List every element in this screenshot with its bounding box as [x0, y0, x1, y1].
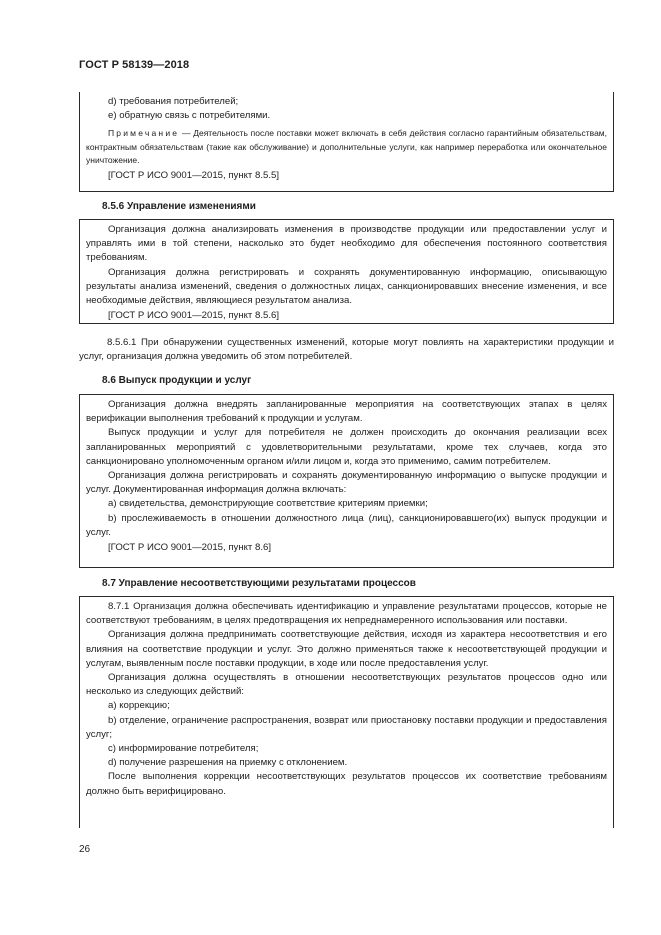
list-item: a) свидетельства, демонстрирующие соответствие критериям приемки;: [108, 498, 428, 510]
list-item: d) требования потребителей;: [108, 96, 239, 107]
paragraph: Организация должна внедрять запланированные мероприятия на соответствующих этапах в целях верификации выполнения требований к продукции и услугам.: [86, 399, 607, 425]
paragraph: 8.7.1 Организация должна обеспечивать идентификацию и управление результатами процессов, которые не соответствуют требованиям, в целях предотвращения их непреднамеренного использования или поставки.: [86, 601, 607, 627]
paragraph: После выполнения коррекции несоответствующих результатов процессов их соответствие требованиям должно быть верифицировано.: [86, 771, 607, 797]
paragraph-8561: 8.5.6.1 При обнаружении существенных изменений, которые могут повлиять на характеристики продукции и услуг, организация должна уведомить об этом потребителей.: [79, 337, 614, 363]
paragraph: Организация должна регистрировать и сохранять документированную информацию, описывающую результаты анализа изменений, сведения о должностных лицах, санкционировавших внесение изменения, и все необходимые действия, являющиеся результатом анализа.: [86, 266, 607, 307]
paragraph: Выпуск продукции и услуг для потребителя не должен происходить до окончания реализации всех запланированных мероприятий с удовлетворительными результатами, кроме тех случаев, когда это санкционировано уполномоченным органом и/или лицом и, когда это применимо, самим потребителем.: [86, 427, 607, 467]
paragraph: Организация должна анализировать изменения в производстве продукции или предоставлении услуг и управлять ими в той степени, насколько это будет необходимо для обеспечения постоянного соответствия требованиям.: [86, 224, 607, 264]
list-item: b) прослеживаемость в отношении должностного лица (лиц), санкционировавшего(их) выпуск продукции и услуг.: [86, 512, 607, 538]
quoted-block-86: [79, 394, 614, 568]
quoted-block-856: [79, 219, 614, 324]
list-item: e) обратную связь с потребителями.: [108, 110, 271, 122]
paragraph: Организация должна осуществлять в отношении несоответствующих результатов процессов одно или несколько из следующих действий:: [86, 672, 607, 698]
section-heading-87: 8.7 Управление несоответствующими результатами процессов: [102, 578, 416, 589]
paragraph: Организация должна предпринимать соответствующие действия, исходя из характера несоответствия и его влияния на соответствие продукции и услуг. Это должно применяться также к несоответствующей продукции и услугам, выявленным после поставки продукции, в ходе или после предоставления услуг.: [86, 629, 607, 669]
list-item: b) отделение, ограничение распространения, возврат или приостановку поставки продукции и предоставления услуг;: [86, 714, 607, 740]
standard-reference: [ГОСТ Р ИСО 9001—2015, пункт 8.5.6]: [108, 310, 279, 322]
page-number: 26: [79, 844, 91, 855]
section-heading-86: 8.6 Выпуск продукции и услуг: [102, 375, 252, 386]
quoted-block-855: [79, 92, 614, 192]
standard-reference: [ГОСТ Р ИСО 9001—2015, пункт 8.5.5]: [108, 169, 279, 181]
quoted-block-87: [79, 596, 614, 828]
list-item: d) получение разрешения на приемку с отклонением.: [108, 757, 348, 769]
paragraph: Организация должна регистрировать и сохранять документированную информацию о выпуске продукции и услуг. Документированная информация должна включать:: [86, 470, 607, 496]
note: [86, 127, 607, 167]
document-header: ГОСТ Р 58139—2018: [79, 59, 190, 71]
list-item: c) информирование потребителя;: [108, 743, 259, 755]
standard-reference: [ГОСТ Р ИСО 9001—2015, пункт 8.6]: [108, 542, 271, 554]
note-label: Примечание: [108, 128, 180, 139]
list-item: a) коррекцию;: [108, 700, 170, 712]
section-heading-856: 8.5.6 Управление изменениями: [102, 201, 256, 212]
note-text: — Деятельность после поставки может включать в себя действия согласно гарантийным обязательствам, контрактным обязательствам (такие как обслуживание) и дополнительные услуги, как например переработка или окончательное уничтожение.: [86, 128, 607, 166]
